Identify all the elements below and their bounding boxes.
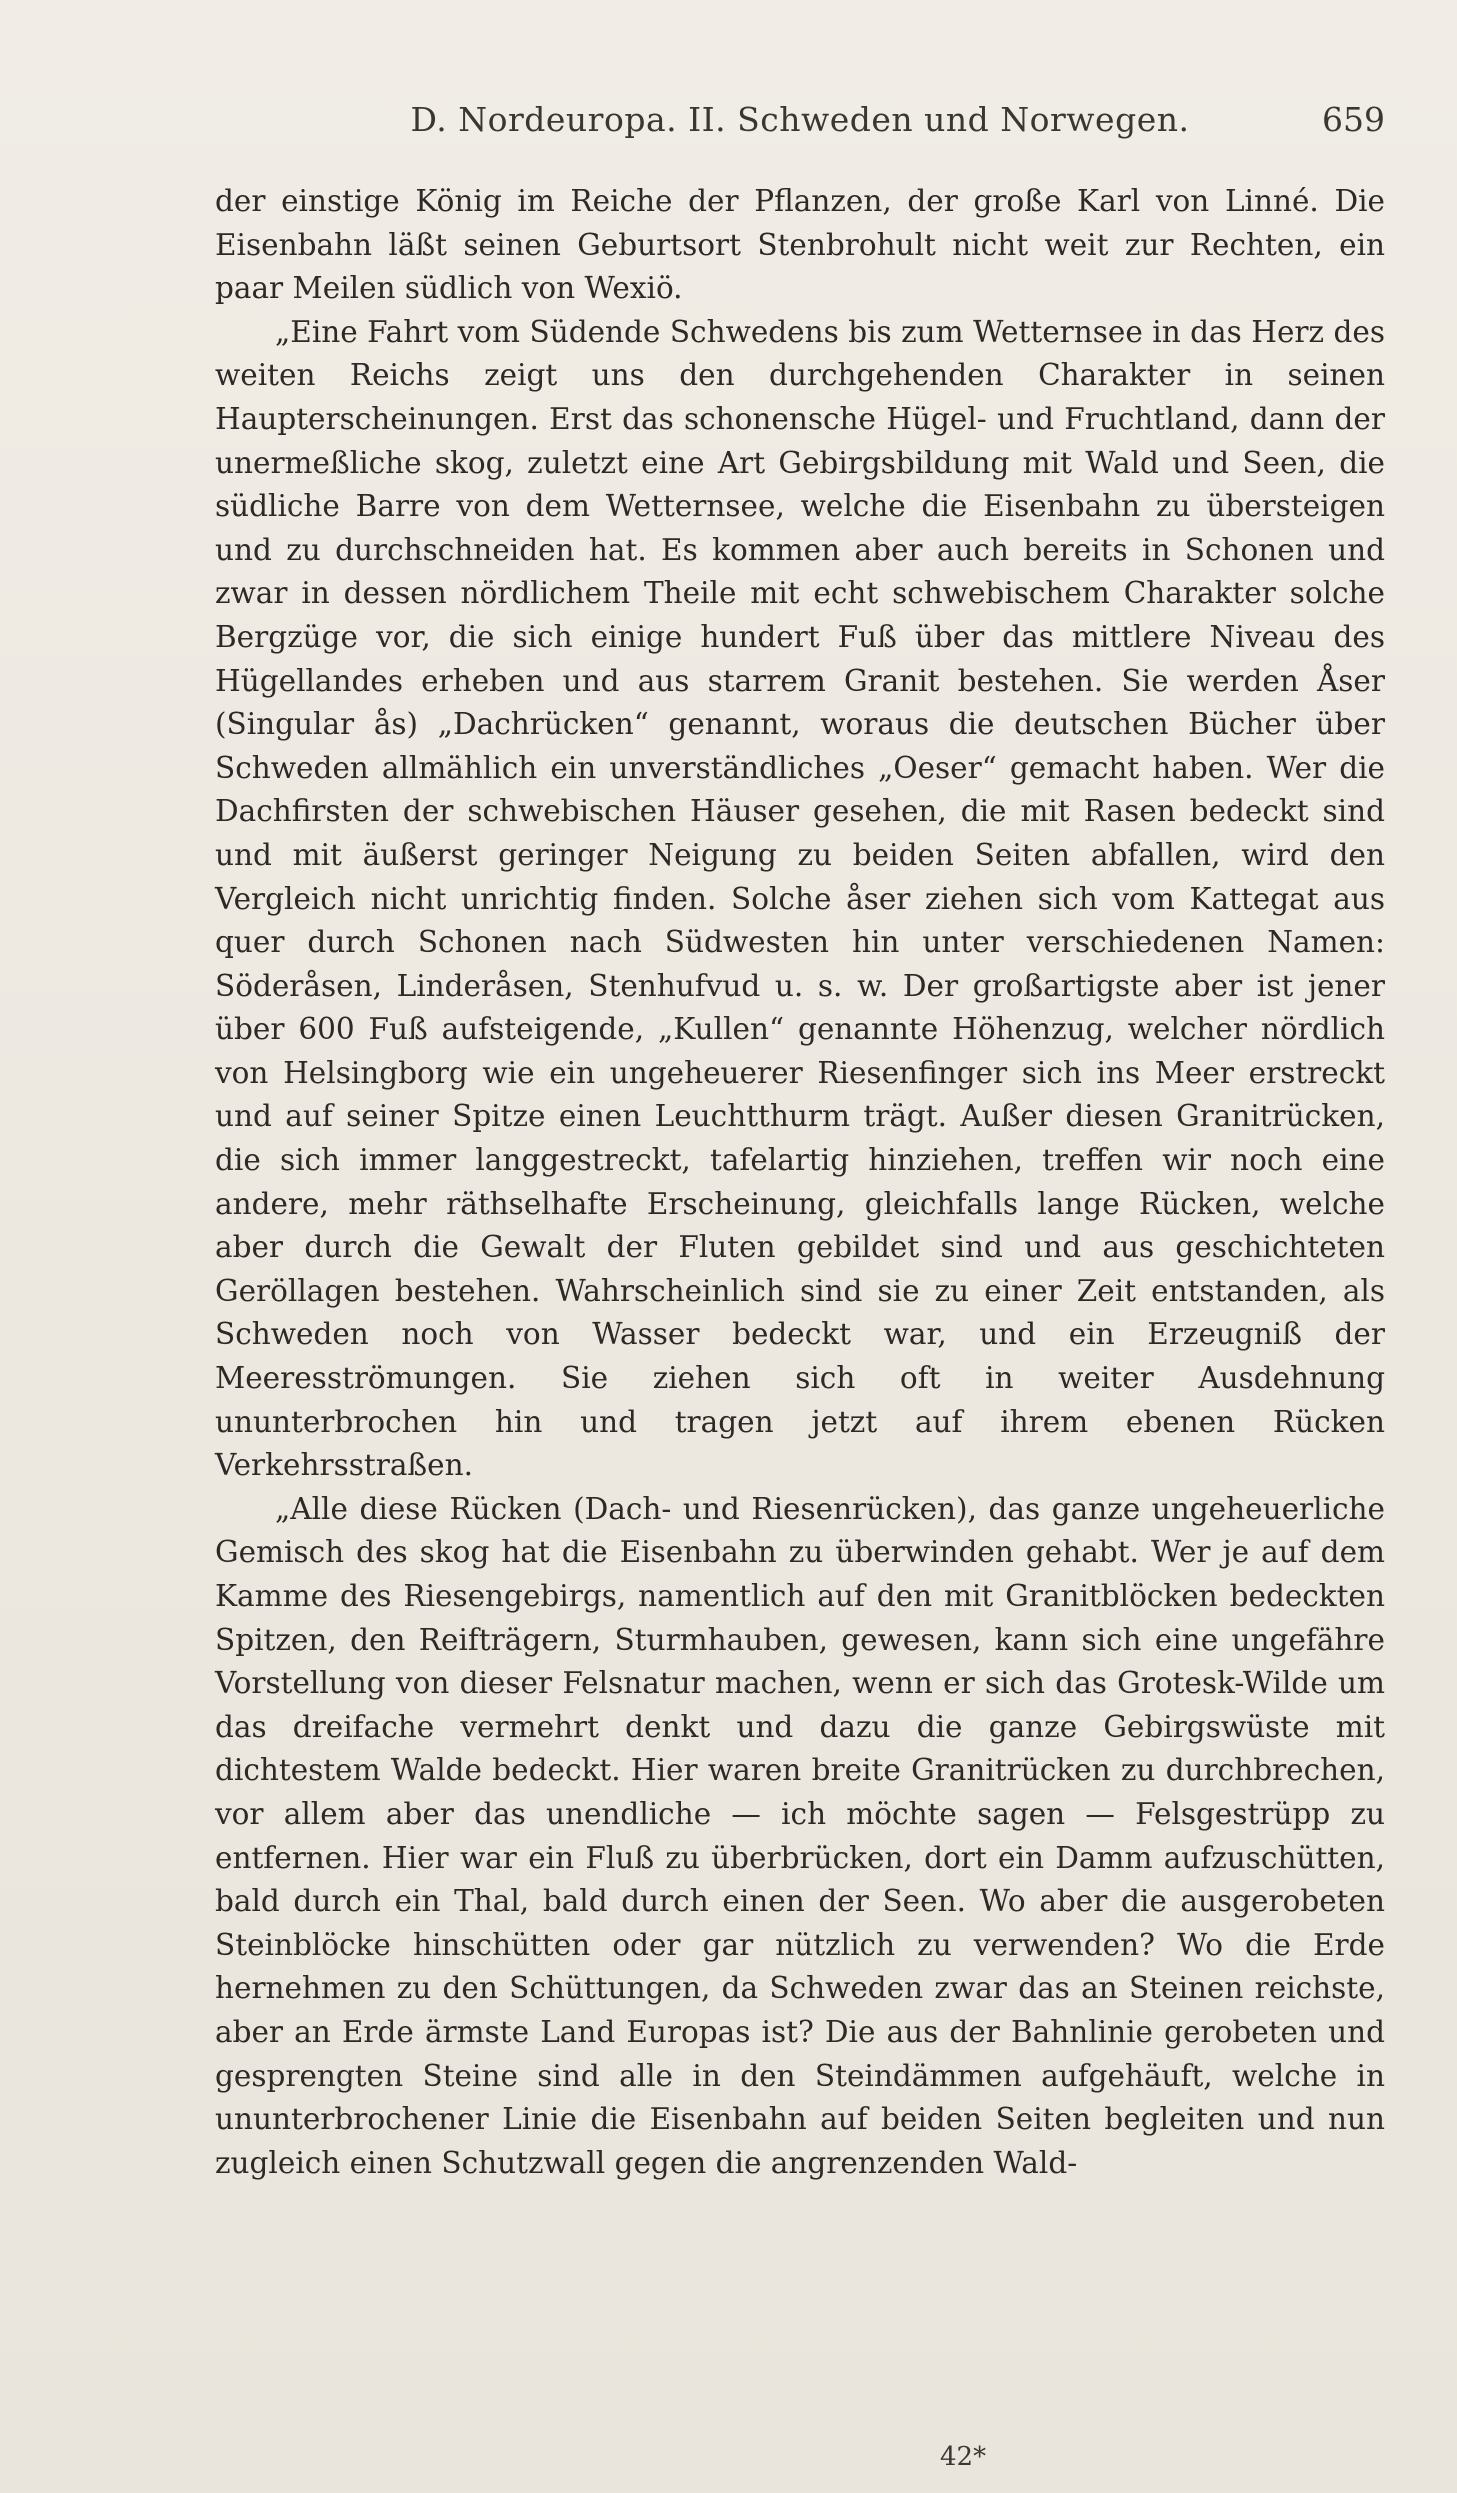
- paragraph: „Alle diese Rücken (Dach- und Riesenrücken), das ganze ungeheuerliche Gemisch des skog hat die Eisenbahn zu überwinden gehabt. Wer je auf dem Kamme des Riesengebirgs, namentlich auf den mit Granitblöcken bedeckten Spitzen, den Reifträgern, Sturmhauben, gewesen, kann sich eine ungefähre Vorstellung von dieser Felsnatur machen, wenn er sich das Grotesk-Wilde um das dreifache vermehrt denkt und dazu die ganze Gebirgswüste mit dichtestem Walde bedeckt. Hier waren breite Granitrücken zu durchbrechen, vor allem aber das unendliche — ich möchte sagen — Felsgestrüpp zu entfernen. Hier war ein Fluß zu überbrücken, dort ein Damm aufzuschütten, bald durch ein Thal, bald durch einen der Seen. Wo aber die ausgerobeten Steinblöcke hinschütten oder gar nützlich zu verwenden? Wo die Erde hernehmen zu den Schüttungen, da Schweden zwar das an Steinen reichste, aber an Erde ärmste Land Europas ist? Die aus der Bahnlinie gerobeten und gesprengten Steine sind alle in den Steindämmen aufgehäuft, welche in ununterbrochener Linie die Eisenbahn auf beiden Seiten begleiten und nun zugleich einen Schutzwall gegen die angrenzenden Wald-: [215, 1491, 1385, 2180]
- body-text: [215, 180, 1385, 2185]
- page-number: 659: [1322, 100, 1385, 139]
- paragraph: der einstige König im Reiche der Pflanzen, der große Karl von Linné. Die Eisenbahn läßt seinen Geburtsort Stenbrohult nicht weit zur Rechten, ein paar Meilen südlich von Wexiö.: [215, 184, 1385, 306]
- running-title: D. Nordeuropa. II. Schweden und Norwegen.: [410, 100, 1190, 139]
- paragraph: „Eine Fahrt vom Südende Schwedens bis zum Wetternsee in das Herz des weiten Reichs zeigt uns den durchgehenden Charakter in seinen Haupterscheinungen. Erst das schonensche Hügel- und Fruchtland, dann der unermeßliche skog, zuletzt eine Art Gebirgsbildung mit Wald und Seen, die südliche Barre von dem Wetternsee, welche die Eisenbahn zu übersteigen und zu durchschneiden hat. Es kommen aber auch bereits in Schonen und zwar in dessen nördlichem Theile mit echt schwebischem Charakter solche Bergzüge vor, die sich einige hundert Fuß über das mittlere Niveau des Hügellandes erheben und aus starrem Granit bestehen. Sie werden Åser (Singular ås) „Dachrücken“ genannt, woraus die deutschen Bücher über Schweden allmählich ein unverständliches „Oeser“ gemacht haben. Wer die Dachfirsten der schwebischen Häuser gesehen, die mit Rasen bedeckt sind und mit äußerst geringer Neigung zu beiden Seiten abfallen, wird den Vergleich nicht unrichtig finden. Solche åser ziehen sich vom Kattegat aus quer durch Schonen nach Südwesten hin unter verschiedenen Namen: Söderåsen, Linderåsen, Stenhufvud u. s. w. Der großartigste aber ist jener über 600 Fuß aufsteigende, „Kullen“ genannte Höhenzug, welcher nördlich von Helsingborg wie ein ungeheuerer Riesenfinger sich ins Meer erstreckt und auf seiner Spitze einen Leuchtthurm trägt. Außer diesen Granitrücken, die sich immer langgestreckt, tafelartig hinziehen, treffen wir noch eine andere, mehr räthselhafte Erscheinung, gleichfalls lange Rücken, welche aber durch die Gewalt der Fluten gebildet sind und aus geschichteten Geröllagen bestehen. Wahrscheinlich sind sie zu einer Zeit entstanden, als Schweden noch von Wasser bedeckt war, und ein Erzeugniß der Meeresströmungen. Sie ziehen sich oft in weiter Ausdehnung ununterbrochen hin und tragen jetzt auf ihrem ebenen Rücken Verkehrsstraßen.: [215, 314, 1385, 1483]
- running-header: [215, 100, 1385, 160]
- signature-mark: 42*: [940, 2442, 987, 2472]
